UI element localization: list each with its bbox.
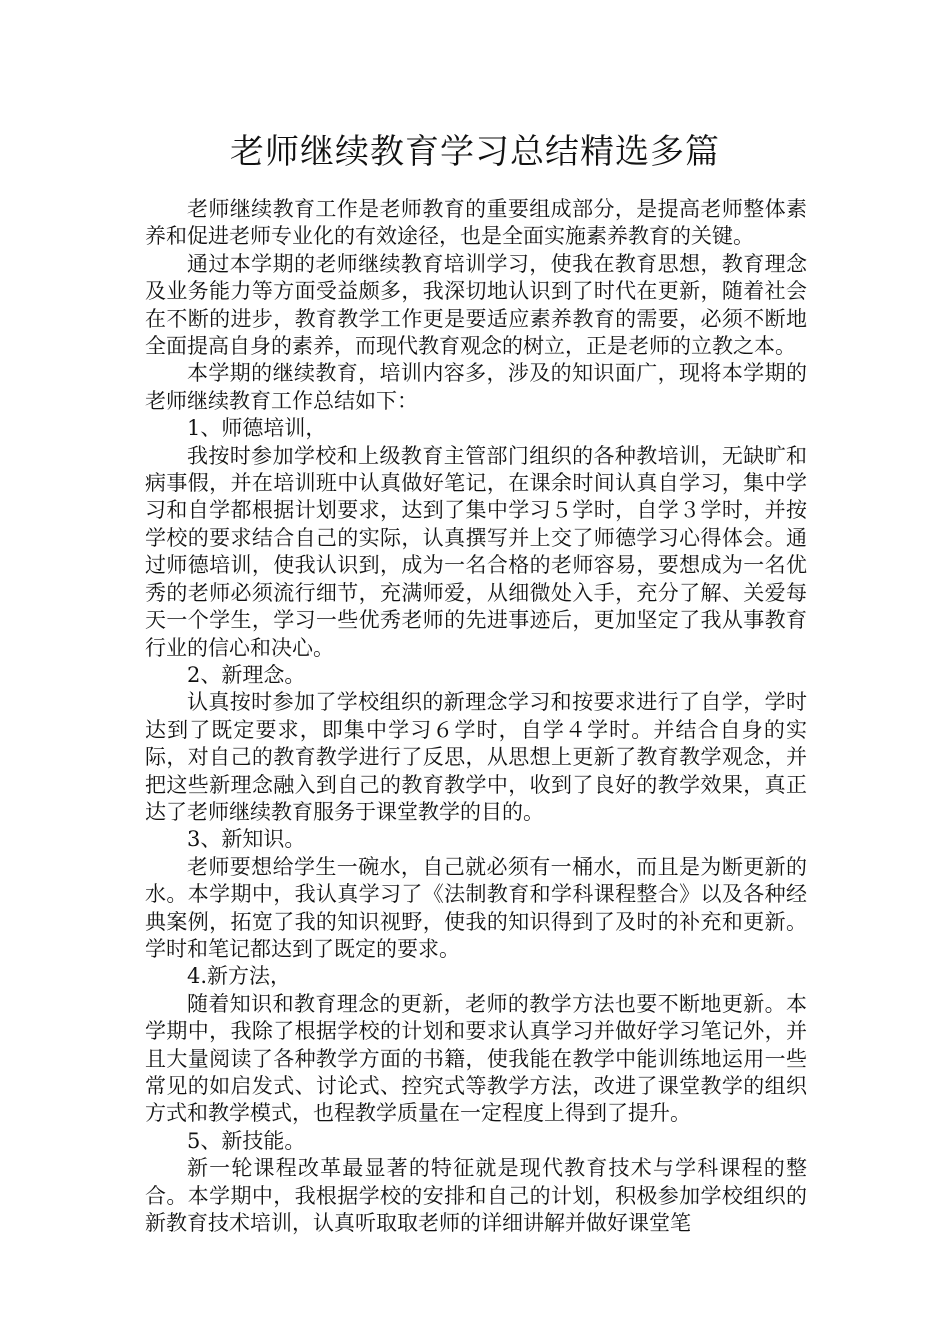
paragraph-concepts: 认真按时参加了学校组织的新理念学习和按要求进行了自学，学时达到了既定要求，即集中学习６学时，自学４学时。并结合自身的实际，对自己的教育教学进行了反思，从思想上更新了教育教学观念，并把这些新理念融入到自己的教育教学中，收到了良好的教学效果，真正达了老师继续教育服务于课堂教学的目的。: [145, 690, 807, 824]
paragraph-ethics: 我按时参加学校和上级教育主管部门组织的各种教培训，无缺旷和病事假，并在培训班中认真做好笔记，在课余时间认真自学习，集中学习和自学都根据计划要求，达到了集中学习５学时，自学３学时，并按学校的要求结合自己的实际，认真撰写并上交了师德学习心得体会。通过师德培训，使我认识到，成为一名合格的老师容易，要想成为一名优秀的老师必须流行细节，充满师爱，从细微处入手，充分了解、关爱每天一个学生，学习一些优秀老师的先进事迹后，更加坚定了我从事教育行业的信心和决心。: [145, 443, 807, 660]
paragraph-summary-lead: 本学期的继续教育，培训内容多，涉及的知识面广，现将本学期的老师继续教育工作总结如下：: [145, 361, 807, 413]
document-title: 老师继续教育学习总结精选多篇: [230, 132, 720, 172]
paragraph-methods: 随着知识和教育理念的更新，老师的教学方法也要不断地更新。本学期中，我除了根据学校的计划和要求认真学习并做好学习笔记外，并且大量阅读了各种教学方面的书籍，使我能在教学中能训练地运用一些常见的如启发式、讨论式、控究式等教学方法，改进了课堂教学的组织方式和教学模式，也程教学质量在一定程度上得到了提升。: [145, 991, 807, 1126]
section-heading-skills: 5、新技能。: [187, 1128, 306, 1153]
section-heading-ethics: 1、师德培训，: [187, 416, 327, 441]
section-heading-concepts: 2、新理念。: [187, 662, 306, 687]
paragraph-knowledge: 老师要想给学生一碗水，自己就必须有一桶水，而且是为断更新的水。本学期中，我认真学习了《法制教育和学科课程整合》以及各种经典案例，拓宽了我的知识视野，使我的知识得到了及时的补充和更新。学时和笔记都达到了既定的要求。: [145, 854, 807, 961]
paragraph-skills: 新一轮课程改革最显著的特征就是现代教育技术与学科课程的整合。本学期中，我根据学校的安排和自己的计划，积极参加学校组织的新教育技术培训，认真听取取老师的详细讲解并做好课堂笔: [145, 1156, 807, 1236]
paragraph-intro: 老师继续教育工作是老师教育的重要组成部分，是提高老师整体素养和促进老师专业化的有效途径，也是全面实施素养教育的关键。: [145, 197, 807, 249]
paragraph-training-benefits: 通过本学期的老师继续教育培训学习，使我在教育思想，教育理念及业务能力等方面受益颇多，我深切地认识到了时代在更新，随着社会在不断的进步，教育教学工作更是要适应素养教育的需要，必须不断地全面提高自身的素养，而现代教育观念的树立，正是老师的立教之本。: [145, 251, 807, 359]
section-heading-knowledge: 3、新知识。: [187, 827, 306, 852]
document-body: [145, 196, 807, 1237]
section-heading-methods: 4.新方法，: [187, 964, 292, 989]
